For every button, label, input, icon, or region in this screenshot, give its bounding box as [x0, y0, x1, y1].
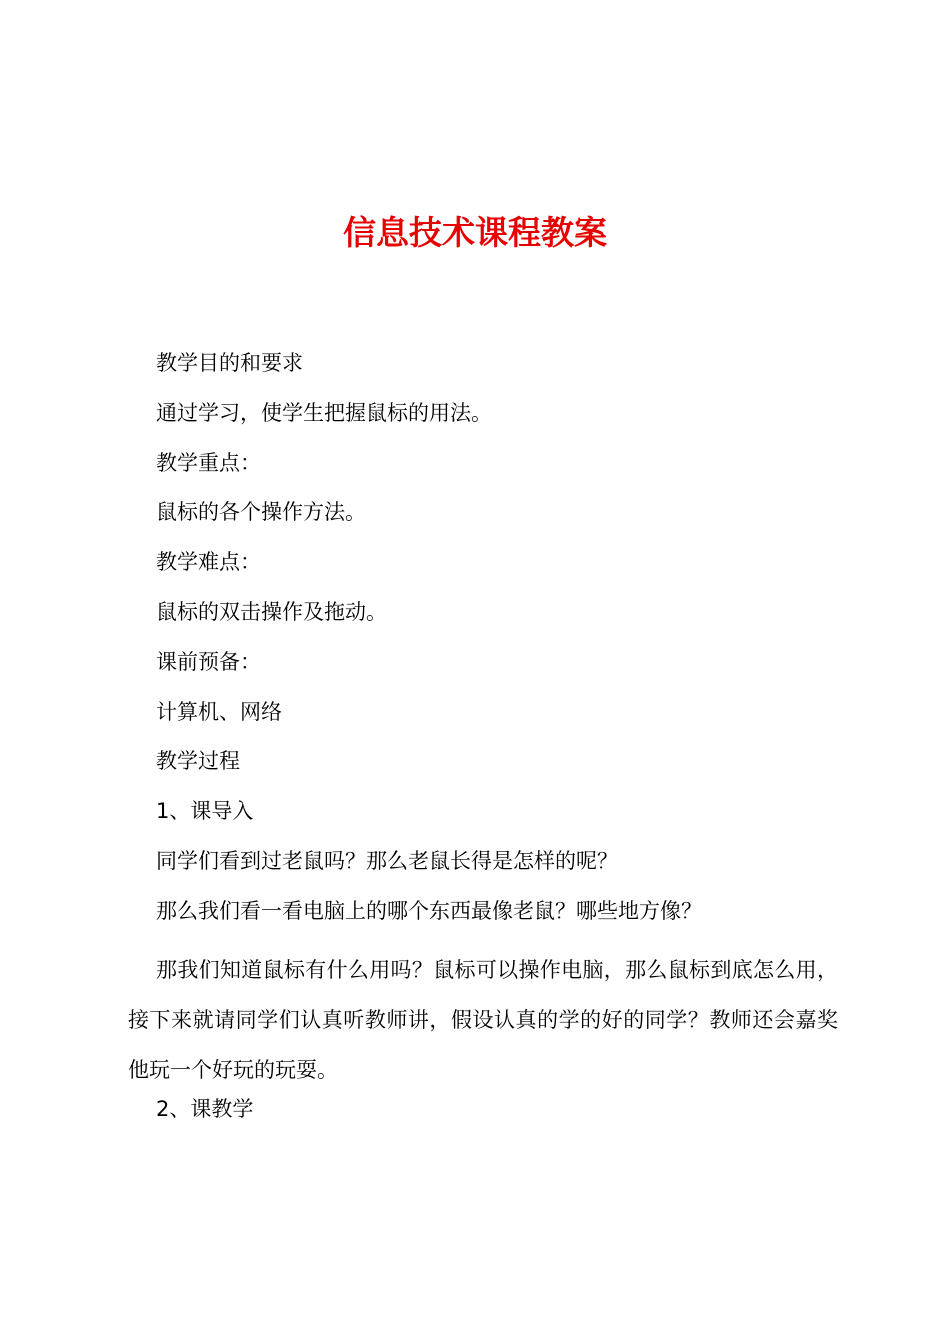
section-heading-key-points: 教学重点： — [156, 451, 261, 475]
section-heading-difficulties: 教学难点： — [156, 550, 261, 574]
section-heading-process: 教学过程 — [156, 749, 240, 773]
section-heading-preparation: 课前预备： — [156, 650, 261, 674]
preparation-text: 计算机、网络 — [156, 700, 282, 724]
page-title: 信息技术课程教案 — [343, 213, 607, 252]
key-points-text: 鼠标的各个操作方法。 — [156, 500, 366, 524]
difficulties-text: 鼠标的双击操作及拖动。 — [156, 600, 387, 624]
intro-paragraph: 那我们知道鼠标有什么用吗？鼠标可以操作电脑，那么鼠标到底怎么用，接下来就请同学们认真听教师讲，假设认真的学的好的同学？教师还会嘉奖他玩一个好玩的玩耍。 — [128, 958, 838, 1082]
step-1-heading: 1、课导入 — [156, 799, 254, 823]
intro-question-2: 那么我们看一看电脑上的哪个东西最像老鼠？哪些地方像？ — [156, 899, 702, 923]
step-2-heading: 2、课教学 — [156, 1097, 254, 1121]
intro-question-1: 同学们看到过老鼠吗？那么老鼠长得是怎样的呢？ — [156, 849, 618, 873]
objectives-text: 通过学习，使学生把握鼠标的用法。 — [156, 401, 492, 425]
section-heading-objectives: 教学目的和要求 — [156, 351, 303, 375]
